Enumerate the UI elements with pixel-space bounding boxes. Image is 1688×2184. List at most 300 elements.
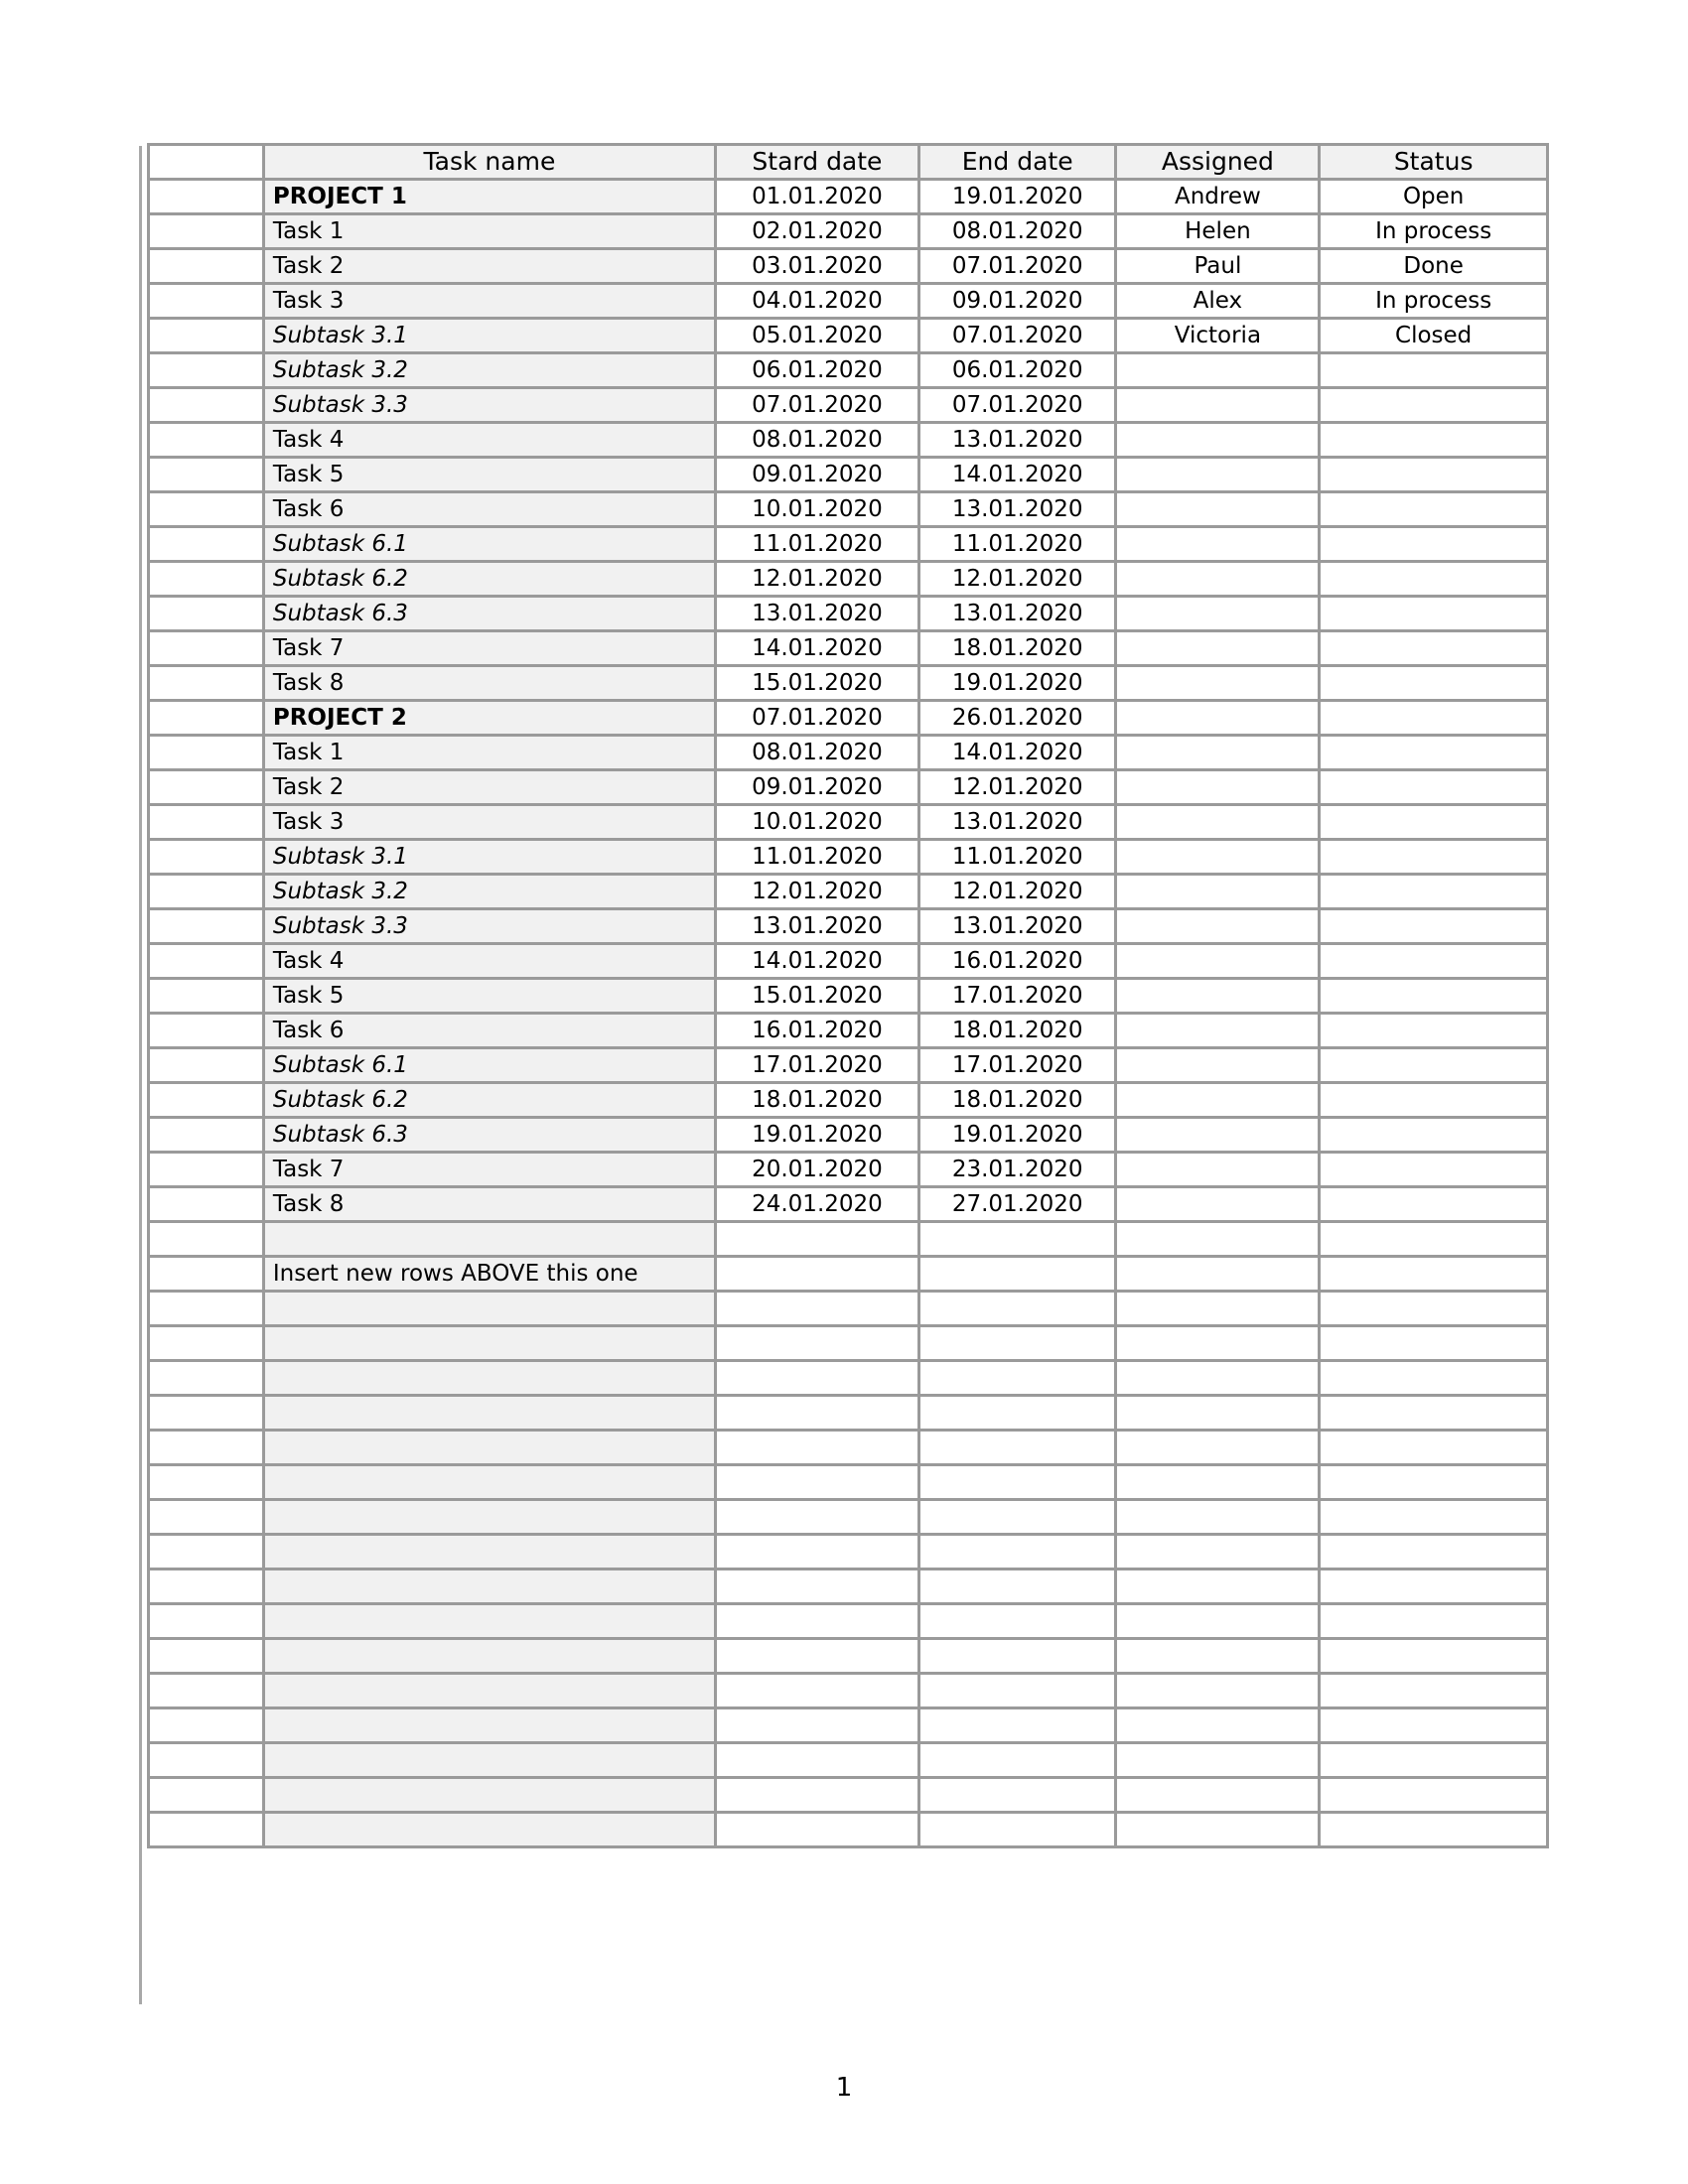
cell-task-name[interactable]: Subtask 3.3 — [263, 909, 715, 944]
cell-start-date[interactable] — [716, 1778, 919, 1813]
cell-end-date[interactable]: 08.01.2020 — [918, 214, 1116, 249]
cell-task-name[interactable]: Insert new rows ABOVE this one — [263, 1257, 715, 1292]
cell-status[interactable] — [1320, 840, 1548, 875]
cell-assigned[interactable] — [1116, 666, 1320, 701]
cell-task-name[interactable]: PROJECT 2 — [263, 701, 715, 736]
gutter-cell — [149, 1708, 264, 1743]
cell-assigned[interactable] — [1116, 1361, 1320, 1396]
cell-task-name[interactable]: Subtask 3.3 — [263, 388, 715, 423]
cell-assigned[interactable] — [1116, 458, 1320, 492]
cell-status[interactable] — [1320, 875, 1548, 909]
table-row[interactable] — [149, 1535, 1548, 1570]
cell-end-date[interactable]: 13.01.2020 — [918, 909, 1116, 944]
table-row[interactable] — [149, 1014, 1548, 1048]
cell-status[interactable] — [1320, 1674, 1548, 1708]
table-row[interactable] — [149, 1361, 1548, 1396]
cell-assigned[interactable] — [1116, 770, 1320, 805]
cell-task-name[interactable] — [263, 1292, 715, 1326]
table-row[interactable] — [149, 875, 1548, 909]
cell-start-date[interactable]: 03.01.2020 — [716, 249, 919, 284]
column-header-end-date[interactable]: End date — [918, 145, 1116, 180]
cell-assigned[interactable] — [1116, 1570, 1320, 1604]
table-row[interactable] — [149, 770, 1548, 805]
cell-status[interactable] — [1320, 388, 1548, 423]
table-row[interactable] — [149, 1187, 1548, 1222]
cell-assigned[interactable] — [1116, 805, 1320, 840]
cell-end-date[interactable]: 18.01.2020 — [918, 631, 1116, 666]
cell-start-date[interactable] — [716, 1292, 919, 1326]
cell-assigned[interactable] — [1116, 909, 1320, 944]
cell-start-date[interactable]: 08.01.2020 — [716, 736, 919, 770]
cell-task-name[interactable]: Task 1 — [263, 214, 715, 249]
cell-status[interactable] — [1320, 736, 1548, 770]
cell-end-date[interactable]: 13.01.2020 — [918, 492, 1116, 527]
table-row[interactable] — [149, 1500, 1548, 1535]
cell-task-name[interactable]: Subtask 6.2 — [263, 562, 715, 597]
cell-task-name[interactable]: Task 2 — [263, 770, 715, 805]
cell-task-name[interactable]: Task 5 — [263, 979, 715, 1014]
cell-start-date[interactable]: 10.01.2020 — [716, 805, 919, 840]
cell-end-date[interactable] — [918, 1813, 1116, 1847]
cell-start-date[interactable] — [716, 1743, 919, 1778]
cell-status[interactable] — [1320, 909, 1548, 944]
column-header-assigned[interactable]: Assigned — [1116, 145, 1320, 180]
cell-start-date[interactable] — [716, 1570, 919, 1604]
cell-assigned[interactable] — [1116, 1813, 1320, 1847]
table-row[interactable] — [149, 944, 1548, 979]
cell-task-name[interactable] — [263, 1465, 715, 1500]
cell-end-date[interactable]: 23.01.2020 — [918, 1153, 1116, 1187]
cell-status[interactable] — [1320, 944, 1548, 979]
cell-end-date[interactable] — [918, 1257, 1116, 1292]
table-row[interactable] — [149, 423, 1548, 458]
cell-task-name[interactable]: Task 7 — [263, 1153, 715, 1187]
cell-assigned[interactable] — [1116, 1083, 1320, 1118]
table-row[interactable] — [149, 1396, 1548, 1431]
cell-task-name[interactable]: Subtask 6.2 — [263, 1083, 715, 1118]
cell-status[interactable] — [1320, 1604, 1548, 1639]
cell-start-date[interactable]: 11.01.2020 — [716, 527, 919, 562]
cell-task-name[interactable] — [263, 1535, 715, 1570]
cell-end-date[interactable] — [918, 1708, 1116, 1743]
cell-status[interactable] — [1320, 1326, 1548, 1361]
cell-status[interactable] — [1320, 1500, 1548, 1535]
cell-assigned[interactable] — [1116, 1118, 1320, 1153]
cell-status[interactable] — [1320, 1048, 1548, 1083]
table-row[interactable] — [149, 284, 1548, 319]
gutter-cell — [149, 180, 264, 214]
cell-task-name[interactable]: Subtask 6.3 — [263, 1118, 715, 1153]
table-row[interactable] — [149, 1570, 1548, 1604]
table-row[interactable] — [149, 1431, 1548, 1465]
cell-assigned[interactable]: Helen — [1116, 214, 1320, 249]
cell-end-date[interactable] — [918, 1431, 1116, 1465]
table-row[interactable] — [149, 1326, 1548, 1361]
cell-start-date[interactable]: 15.01.2020 — [716, 666, 919, 701]
cell-end-date[interactable]: 19.01.2020 — [918, 666, 1116, 701]
table-row[interactable] — [149, 1465, 1548, 1500]
cell-assigned[interactable] — [1116, 1604, 1320, 1639]
cell-start-date[interactable]: 18.01.2020 — [716, 1083, 919, 1118]
cell-end-date[interactable]: 18.01.2020 — [918, 1014, 1116, 1048]
cell-start-date[interactable] — [716, 1604, 919, 1639]
cell-status[interactable] — [1320, 701, 1548, 736]
cell-start-date[interactable] — [716, 1361, 919, 1396]
table-row[interactable] — [149, 492, 1548, 527]
cell-start-date[interactable] — [716, 1326, 919, 1361]
cell-assigned[interactable] — [1116, 701, 1320, 736]
cell-task-name[interactable]: Task 1 — [263, 736, 715, 770]
cell-assigned[interactable] — [1116, 875, 1320, 909]
cell-status[interactable] — [1320, 770, 1548, 805]
cell-end-date[interactable]: 12.01.2020 — [918, 875, 1116, 909]
gutter-cell — [149, 631, 264, 666]
cell-task-name[interactable]: PROJECT 1 — [263, 180, 715, 214]
table-row[interactable] — [149, 597, 1548, 631]
cell-task-name[interactable]: Task 7 — [263, 631, 715, 666]
cell-status[interactable] — [1320, 1222, 1548, 1257]
cell-start-date[interactable] — [716, 1257, 919, 1292]
cell-task-name[interactable]: Task 2 — [263, 249, 715, 284]
cell-start-date[interactable]: 08.01.2020 — [716, 423, 919, 458]
cell-assigned[interactable] — [1116, 1431, 1320, 1465]
cell-assigned[interactable] — [1116, 736, 1320, 770]
cell-status[interactable] — [1320, 1187, 1548, 1222]
cell-end-date[interactable]: 19.01.2020 — [918, 180, 1116, 214]
table-row[interactable] — [149, 631, 1548, 666]
cell-start-date[interactable] — [716, 1639, 919, 1674]
cell-task-name[interactable] — [263, 1604, 715, 1639]
cell-assigned[interactable] — [1116, 840, 1320, 875]
cell-assigned[interactable] — [1116, 1743, 1320, 1778]
table-row[interactable] — [149, 1118, 1548, 1153]
cell-end-date[interactable]: 13.01.2020 — [918, 805, 1116, 840]
cell-end-date[interactable] — [918, 1361, 1116, 1396]
cell-assigned[interactable] — [1116, 492, 1320, 527]
cell-start-date[interactable]: 19.01.2020 — [716, 1118, 919, 1153]
cell-assigned[interactable] — [1116, 1014, 1320, 1048]
cell-start-date[interactable]: 12.01.2020 — [716, 562, 919, 597]
cell-status[interactable] — [1320, 1708, 1548, 1743]
cell-start-date[interactable] — [716, 1674, 919, 1708]
cell-assigned[interactable] — [1116, 353, 1320, 388]
cell-assigned[interactable] — [1116, 1708, 1320, 1743]
cell-start-date[interactable] — [716, 1813, 919, 1847]
cell-end-date[interactable]: 06.01.2020 — [918, 353, 1116, 388]
cell-task-name[interactable] — [263, 1639, 715, 1674]
table-row[interactable] — [149, 1604, 1548, 1639]
cell-task-name[interactable]: Subtask 3.1 — [263, 319, 715, 353]
cell-task-name[interactable]: Task 5 — [263, 458, 715, 492]
cell-end-date[interactable]: 18.01.2020 — [918, 1083, 1116, 1118]
cell-start-date[interactable]: 07.01.2020 — [716, 388, 919, 423]
table-row[interactable] — [149, 1083, 1548, 1118]
cell-status[interactable] — [1320, 1292, 1548, 1326]
cell-status[interactable] — [1320, 1813, 1548, 1847]
cell-task-name[interactable]: Task 6 — [263, 492, 715, 527]
cell-task-name[interactable]: Subtask 3.1 — [263, 840, 715, 875]
cell-start-date[interactable]: 16.01.2020 — [716, 1014, 919, 1048]
cell-assigned[interactable] — [1116, 1048, 1320, 1083]
cell-status[interactable] — [1320, 492, 1548, 527]
cell-start-date[interactable]: 09.01.2020 — [716, 770, 919, 805]
cell-assigned[interactable] — [1116, 631, 1320, 666]
cell-end-date[interactable] — [918, 1639, 1116, 1674]
cell-end-date[interactable]: 11.01.2020 — [918, 840, 1116, 875]
cell-assigned[interactable]: Victoria — [1116, 319, 1320, 353]
table-row[interactable] — [149, 527, 1548, 562]
cell-task-name[interactable]: Task 3 — [263, 284, 715, 319]
cell-start-date[interactable]: 17.01.2020 — [716, 1048, 919, 1083]
cell-task-name[interactable] — [263, 1222, 715, 1257]
cell-end-date[interactable]: 19.01.2020 — [918, 1118, 1116, 1153]
cell-task-name[interactable]: Subtask 3.2 — [263, 353, 715, 388]
cell-start-date[interactable] — [716, 1500, 919, 1535]
table-row[interactable] — [149, 214, 1548, 249]
cell-end-date[interactable]: 26.01.2020 — [918, 701, 1116, 736]
cell-start-date[interactable]: 13.01.2020 — [716, 909, 919, 944]
cell-end-date[interactable] — [918, 1674, 1116, 1708]
cell-start-date[interactable]: 07.01.2020 — [716, 701, 919, 736]
cell-end-date[interactable]: 07.01.2020 — [918, 249, 1116, 284]
cell-task-name[interactable] — [263, 1778, 715, 1813]
cell-end-date[interactable]: 14.01.2020 — [918, 458, 1116, 492]
cell-status[interactable] — [1320, 1014, 1548, 1048]
cell-task-name[interactable]: Task 8 — [263, 1187, 715, 1222]
cell-status[interactable]: Open — [1320, 180, 1548, 214]
cell-end-date[interactable] — [918, 1604, 1116, 1639]
cell-task-name[interactable]: Subtask 6.1 — [263, 527, 715, 562]
cell-task-name[interactable] — [263, 1500, 715, 1535]
cell-task-name[interactable]: Subtask 3.2 — [263, 875, 715, 909]
cell-end-date[interactable] — [918, 1326, 1116, 1361]
cell-end-date[interactable]: 17.01.2020 — [918, 979, 1116, 1014]
cell-status[interactable] — [1320, 631, 1548, 666]
cell-assigned[interactable]: Andrew — [1116, 180, 1320, 214]
column-header-start-date[interactable]: Stard date — [716, 145, 919, 180]
cell-end-date[interactable] — [918, 1535, 1116, 1570]
cell-status[interactable] — [1320, 1118, 1548, 1153]
table-row[interactable] — [149, 1674, 1548, 1708]
cell-start-date[interactable] — [716, 1535, 919, 1570]
cell-start-date[interactable]: 06.01.2020 — [716, 353, 919, 388]
table-row[interactable] — [149, 1257, 1548, 1292]
cell-start-date[interactable]: 13.01.2020 — [716, 597, 919, 631]
cell-task-name[interactable]: Subtask 6.3 — [263, 597, 715, 631]
cell-status[interactable] — [1320, 805, 1548, 840]
table-row[interactable] — [149, 388, 1548, 423]
cell-task-name[interactable]: Task 6 — [263, 1014, 715, 1048]
cell-assigned[interactable] — [1116, 1257, 1320, 1292]
cell-assigned[interactable]: Paul — [1116, 249, 1320, 284]
cell-assigned[interactable] — [1116, 1187, 1320, 1222]
cell-start-date[interactable]: 04.01.2020 — [716, 284, 919, 319]
cell-end-date[interactable]: 09.01.2020 — [918, 284, 1116, 319]
cell-task-name[interactable]: Task 4 — [263, 944, 715, 979]
cell-end-date[interactable]: 27.01.2020 — [918, 1187, 1116, 1222]
cell-task-name[interactable] — [263, 1396, 715, 1431]
cell-start-date[interactable] — [716, 1222, 919, 1257]
cell-assigned[interactable] — [1116, 1292, 1320, 1326]
cell-assigned[interactable] — [1116, 1674, 1320, 1708]
cell-assigned[interactable] — [1116, 979, 1320, 1014]
gutter-cell — [149, 1535, 264, 1570]
cell-end-date[interactable]: 12.01.2020 — [918, 562, 1116, 597]
cell-task-name[interactable] — [263, 1708, 715, 1743]
gutter-cell — [149, 875, 264, 909]
cell-assigned[interactable] — [1116, 562, 1320, 597]
cell-start-date[interactable]: 02.01.2020 — [716, 214, 919, 249]
cell-end-date[interactable]: 13.01.2020 — [918, 597, 1116, 631]
cell-end-date[interactable] — [918, 1778, 1116, 1813]
cell-task-name[interactable]: Subtask 6.1 — [263, 1048, 715, 1083]
cell-task-name[interactable] — [263, 1813, 715, 1847]
cell-end-date[interactable]: 07.01.2020 — [918, 319, 1116, 353]
table-row[interactable] — [149, 249, 1548, 284]
cell-status[interactable]: In process — [1320, 214, 1548, 249]
cell-task-name[interactable] — [263, 1570, 715, 1604]
cell-status[interactable] — [1320, 1431, 1548, 1465]
cell-start-date[interactable] — [716, 1465, 919, 1500]
cell-status[interactable]: In process — [1320, 284, 1548, 319]
cell-status[interactable] — [1320, 1639, 1548, 1674]
table-row[interactable] — [149, 562, 1548, 597]
cell-start-date[interactable]: 05.01.2020 — [716, 319, 919, 353]
table-row[interactable] — [149, 805, 1548, 840]
table-row[interactable] — [149, 840, 1548, 875]
cell-start-date[interactable] — [716, 1708, 919, 1743]
cell-start-date[interactable] — [716, 1396, 919, 1431]
cell-assigned[interactable] — [1116, 1778, 1320, 1813]
cell-status[interactable] — [1320, 1570, 1548, 1604]
cell-start-date[interactable]: 01.01.2020 — [716, 180, 919, 214]
cell-assigned[interactable] — [1116, 527, 1320, 562]
cell-status[interactable] — [1320, 353, 1548, 388]
cell-start-date[interactable]: 14.01.2020 — [716, 944, 919, 979]
table-row[interactable] — [149, 1292, 1548, 1326]
table-row[interactable] — [149, 909, 1548, 944]
table-row[interactable] — [149, 1813, 1548, 1847]
cell-start-date[interactable]: 15.01.2020 — [716, 979, 919, 1014]
cell-task-name[interactable]: Task 3 — [263, 805, 715, 840]
cell-status[interactable] — [1320, 1535, 1548, 1570]
column-header-status[interactable]: Status — [1320, 145, 1548, 180]
cell-start-date[interactable]: 09.01.2020 — [716, 458, 919, 492]
table-row[interactable] — [149, 458, 1548, 492]
cell-start-date[interactable]: 12.01.2020 — [716, 875, 919, 909]
cell-task-name[interactable] — [263, 1361, 715, 1396]
cell-status[interactable] — [1320, 1778, 1548, 1813]
cell-assigned[interactable] — [1116, 1465, 1320, 1500]
cell-end-date[interactable]: 13.01.2020 — [918, 423, 1116, 458]
cell-status[interactable] — [1320, 1396, 1548, 1431]
cell-task-name[interactable]: Task 4 — [263, 423, 715, 458]
cell-status[interactable] — [1320, 1743, 1548, 1778]
cell-status[interactable] — [1320, 1465, 1548, 1500]
cell-end-date[interactable] — [918, 1292, 1116, 1326]
table-row[interactable] — [149, 701, 1548, 736]
cell-end-date[interactable] — [918, 1570, 1116, 1604]
cell-end-date[interactable]: 14.01.2020 — [918, 736, 1116, 770]
cell-status[interactable] — [1320, 1257, 1548, 1292]
cell-assigned[interactable] — [1116, 388, 1320, 423]
cell-assigned[interactable] — [1116, 1396, 1320, 1431]
cell-end-date[interactable]: 07.01.2020 — [918, 388, 1116, 423]
cell-end-date[interactable]: 17.01.2020 — [918, 1048, 1116, 1083]
cell-status[interactable] — [1320, 562, 1548, 597]
cell-status[interactable] — [1320, 666, 1548, 701]
table-row[interactable] — [149, 979, 1548, 1014]
cell-status[interactable] — [1320, 597, 1548, 631]
cell-end-date[interactable] — [918, 1396, 1116, 1431]
cell-assigned[interactable] — [1116, 1535, 1320, 1570]
cell-status[interactable]: Closed — [1320, 319, 1548, 353]
cell-task-name[interactable] — [263, 1743, 715, 1778]
cell-status[interactable] — [1320, 423, 1548, 458]
cell-task-name[interactable] — [263, 1431, 715, 1465]
cell-end-date[interactable] — [918, 1222, 1116, 1257]
cell-status[interactable] — [1320, 1083, 1548, 1118]
table-row[interactable] — [149, 1743, 1548, 1778]
cell-end-date[interactable]: 16.01.2020 — [918, 944, 1116, 979]
table-row[interactable] — [149, 1778, 1548, 1813]
cell-status[interactable] — [1320, 979, 1548, 1014]
table-row[interactable] — [149, 1153, 1548, 1187]
cell-assigned[interactable] — [1116, 1222, 1320, 1257]
cell-start-date[interactable]: 24.01.2020 — [716, 1187, 919, 1222]
gutter-cell — [149, 979, 264, 1014]
cell-end-date[interactable] — [918, 1743, 1116, 1778]
table-row[interactable] — [149, 180, 1548, 214]
cell-start-date[interactable]: 20.01.2020 — [716, 1153, 919, 1187]
cell-task-name[interactable]: Task 8 — [263, 666, 715, 701]
cell-assigned[interactable] — [1116, 1153, 1320, 1187]
table-row[interactable] — [149, 319, 1548, 353]
cell-assigned[interactable]: Alex — [1116, 284, 1320, 319]
table-row[interactable] — [149, 1048, 1548, 1083]
cell-status[interactable] — [1320, 1361, 1548, 1396]
cell-assigned[interactable] — [1116, 597, 1320, 631]
table-row[interactable] — [149, 353, 1548, 388]
cell-end-date[interactable] — [918, 1500, 1116, 1535]
cell-assigned[interactable] — [1116, 1500, 1320, 1535]
cell-end-date[interactable]: 12.01.2020 — [918, 770, 1116, 805]
cell-start-date[interactable]: 11.01.2020 — [716, 840, 919, 875]
gutter-cell — [149, 1048, 264, 1083]
cell-task-name[interactable] — [263, 1326, 715, 1361]
cell-status[interactable] — [1320, 1153, 1548, 1187]
cell-status[interactable] — [1320, 527, 1548, 562]
cell-start-date[interactable] — [716, 1431, 919, 1465]
table-row[interactable] — [149, 1708, 1548, 1743]
column-header-task-name[interactable]: Task name — [263, 145, 715, 180]
cell-end-date[interactable]: 11.01.2020 — [918, 527, 1116, 562]
table-row[interactable] — [149, 666, 1548, 701]
cell-start-date[interactable]: 10.01.2020 — [716, 492, 919, 527]
table-row[interactable] — [149, 1639, 1548, 1674]
cell-status[interactable] — [1320, 458, 1548, 492]
cell-status[interactable]: Done — [1320, 249, 1548, 284]
cell-assigned[interactable] — [1116, 1639, 1320, 1674]
cell-end-date[interactable] — [918, 1465, 1116, 1500]
cell-start-date[interactable]: 14.01.2020 — [716, 631, 919, 666]
table-row[interactable] — [149, 1222, 1548, 1257]
cell-assigned[interactable] — [1116, 423, 1320, 458]
cell-assigned[interactable] — [1116, 944, 1320, 979]
table-row[interactable] — [149, 736, 1548, 770]
cell-task-name[interactable] — [263, 1674, 715, 1708]
cell-assigned[interactable] — [1116, 1326, 1320, 1361]
